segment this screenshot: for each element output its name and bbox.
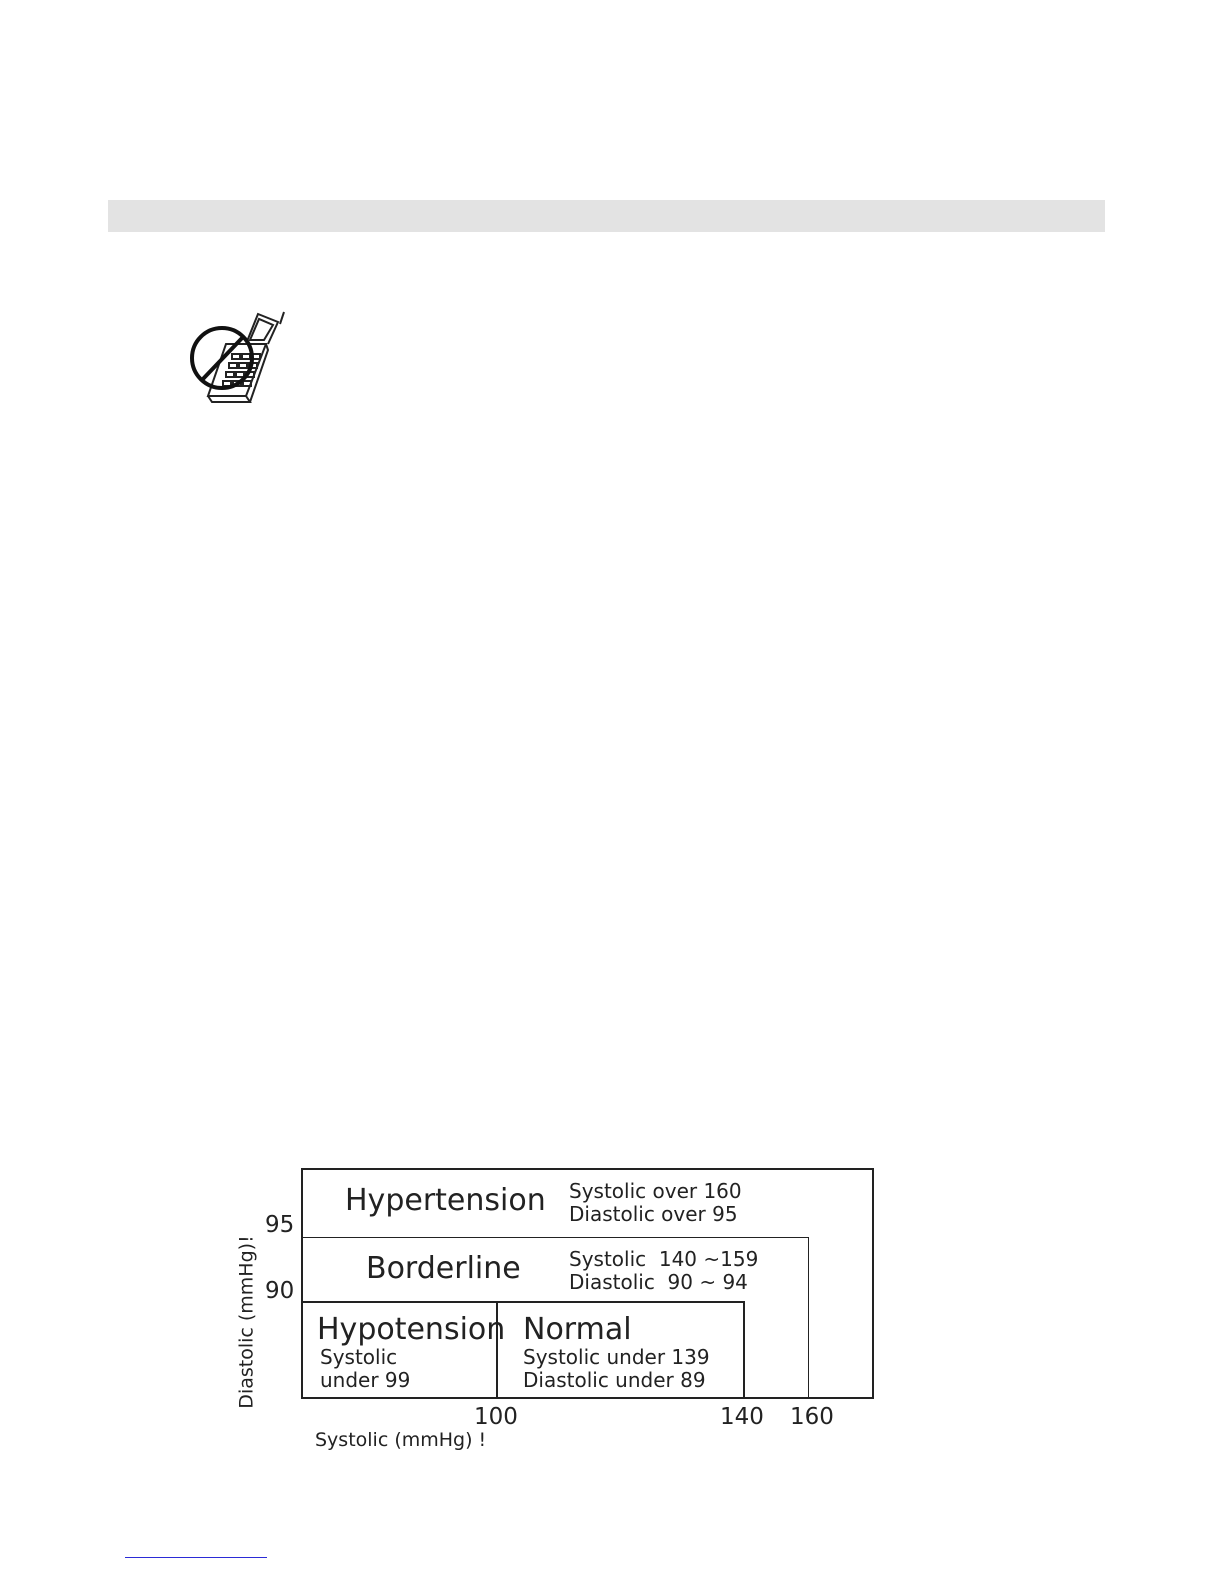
- footer-rule: [125, 1557, 267, 1558]
- x-tick-label: 160: [790, 1404, 834, 1430]
- region-line: Systolic under 139: [523, 1345, 710, 1369]
- region-hypertension: [301, 1168, 874, 1399]
- y-axis-label: Diastolic (mmHg)!: [235, 1235, 258, 1409]
- region-line: Diastolic 90 ~ 94: [569, 1270, 748, 1294]
- x-tick-label: 100: [474, 1404, 518, 1430]
- region-title: Borderline: [366, 1251, 521, 1286]
- hypotension-divider: [496, 1301, 498, 1399]
- region-borderline: [301, 1237, 809, 1399]
- region-title: Normal: [523, 1312, 632, 1347]
- region-title: Hypotension: [317, 1312, 506, 1347]
- region-line: Systolic: [320, 1345, 398, 1369]
- y-tick-label: 90: [265, 1278, 295, 1304]
- region-line: Systolic over 160: [569, 1179, 742, 1203]
- section-header-band: [108, 200, 1105, 232]
- region-line: Systolic 140 ~159: [569, 1247, 759, 1271]
- region-line: Diastolic under 89: [523, 1368, 706, 1392]
- x-tick-label: 140: [720, 1404, 764, 1430]
- region-line: under 99: [320, 1368, 411, 1392]
- y-tick-label: 95: [265, 1212, 295, 1238]
- region-normal: [301, 1301, 745, 1399]
- x-axis-label: Systolic (mmHg) !: [315, 1429, 487, 1451]
- region-title: Hypertension: [345, 1183, 546, 1218]
- region-line: Diastolic over 95: [569, 1202, 738, 1226]
- no-mobile-phone-icon: [186, 308, 296, 404]
